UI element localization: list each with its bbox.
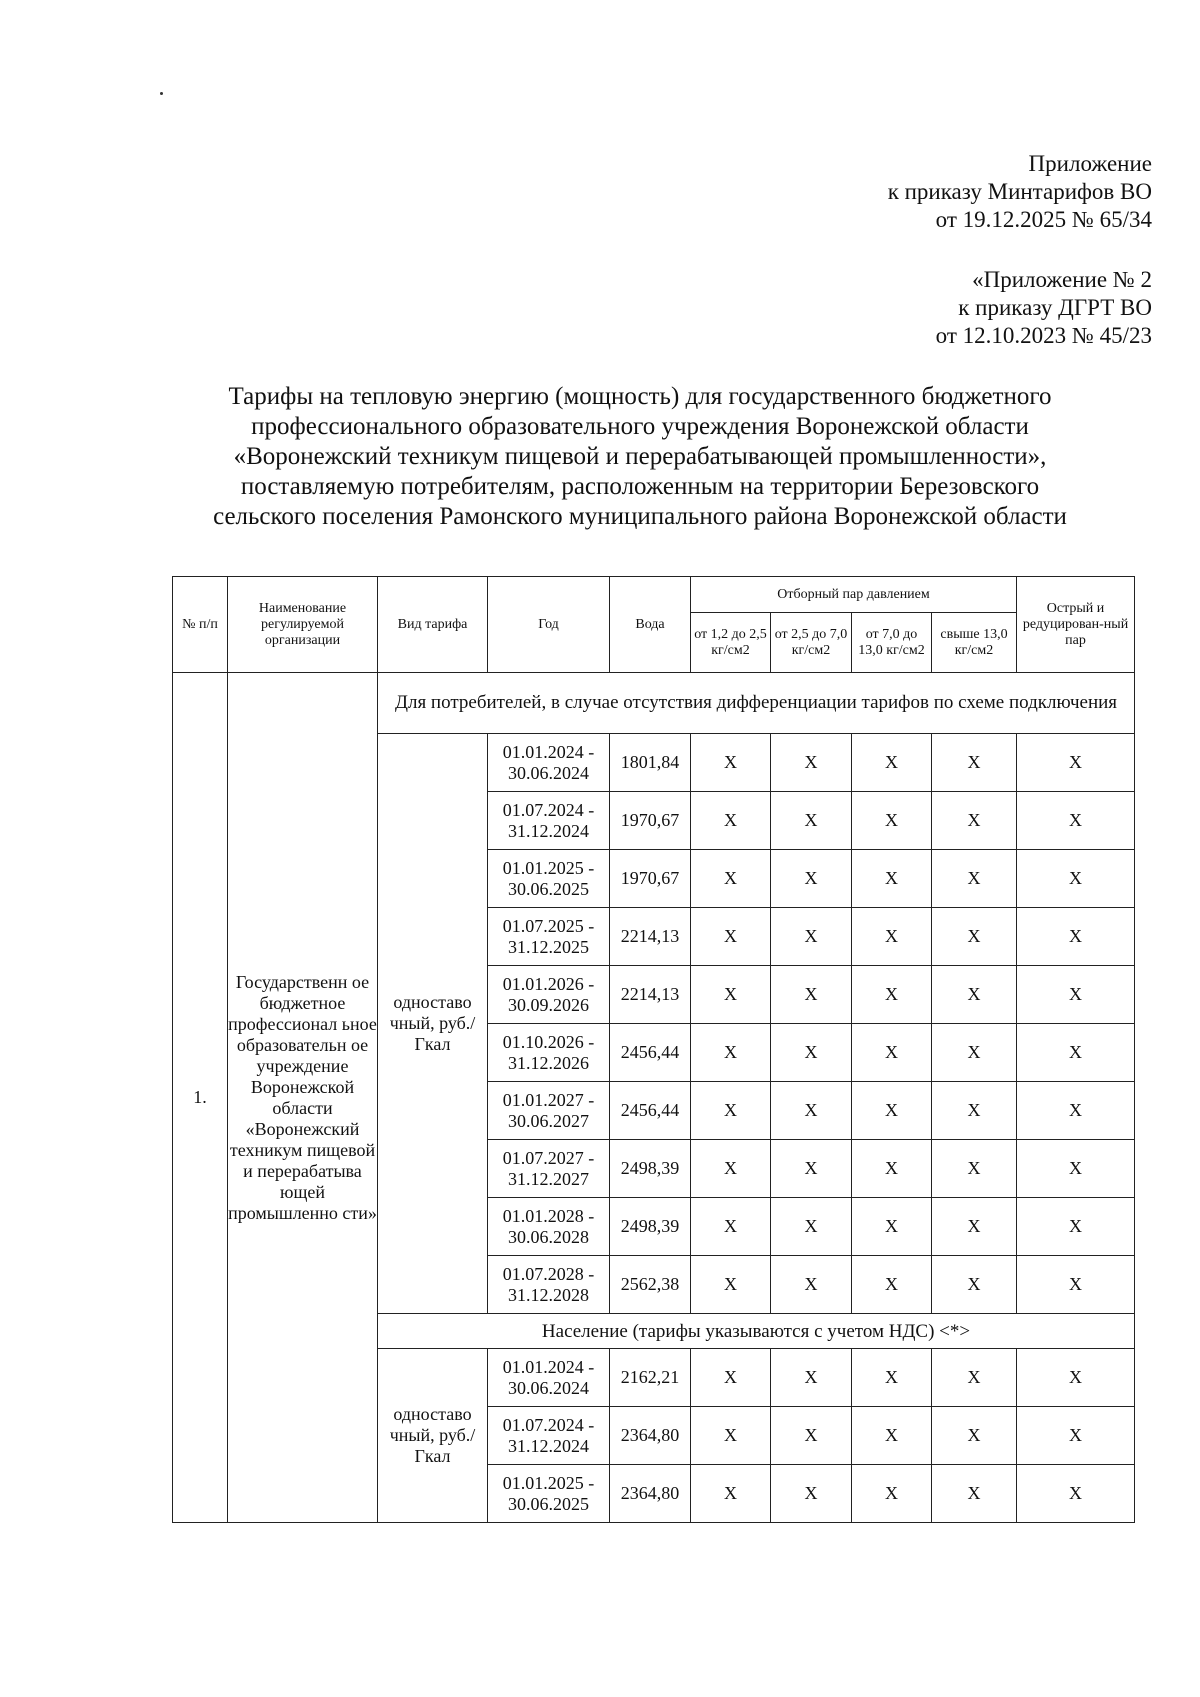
x-cell-p4: X [932, 1256, 1017, 1314]
x-cell-sharp: X [1017, 792, 1135, 850]
x-cell-p4: X [932, 1465, 1017, 1523]
x-cell-p1: X [691, 908, 771, 966]
x-cell-p1: X [691, 734, 771, 792]
x-cell-p1: X [691, 792, 771, 850]
x-cell-p3: X [852, 734, 932, 792]
x-cell-p4: X [932, 908, 1017, 966]
water-value: 2456,44 [610, 1024, 691, 1082]
x-cell-p4: X [932, 1082, 1017, 1140]
x-cell-p3: X [852, 908, 932, 966]
x-cell-sharp: X [1017, 1256, 1135, 1314]
x-cell-p3: X [852, 1349, 932, 1407]
x-cell-p3: X [852, 1256, 932, 1314]
period-cell: 01.07.2024 - 31.12.2024 [488, 1407, 610, 1465]
title-line-5: сельского поселения Рамонского муниципального района Воронежской области [213, 503, 1067, 530]
header-sharp-steam: Острый и редуцирован-ный пар [1017, 577, 1135, 673]
x-cell-p2: X [771, 966, 852, 1024]
water-value: 2498,39 [610, 1140, 691, 1198]
header-pressure-1: от 1,2 до 2,5 кг/см2 [691, 613, 771, 673]
x-cell-sharp: X [1017, 1349, 1135, 1407]
x-cell-p2: X [771, 1465, 852, 1523]
title-line-2: профессионального образовательного учреждения Воронежской области [251, 413, 1029, 440]
period-cell: 01.01.2026 - 30.09.2026 [488, 966, 610, 1024]
header-pressure-3: от 7,0 до 13,0 кг/см2 [852, 613, 932, 673]
x-cell-p1: X [691, 1198, 771, 1256]
x-cell-p2: X [771, 1024, 852, 1082]
period-cell: 01.10.2026 - 31.12.2026 [488, 1024, 610, 1082]
x-cell-sharp: X [1017, 966, 1135, 1024]
header-year: Год [488, 577, 610, 673]
period-cell: 01.07.2027 - 31.12.2027 [488, 1140, 610, 1198]
x-cell-sharp: X [1017, 850, 1135, 908]
x-cell-p3: X [852, 1024, 932, 1082]
period-cell: 01.07.2024 - 31.12.2024 [488, 792, 610, 850]
x-cell-p4: X [932, 792, 1017, 850]
period-cell: 01.07.2028 - 31.12.2028 [488, 1256, 610, 1314]
period-cell: 01.07.2025 - 31.12.2025 [488, 908, 610, 966]
header-tariff-type: Вид тарифа [378, 577, 488, 673]
appendix-line-1: Приложение [1028, 151, 1152, 176]
header-num: № п/п [173, 577, 228, 673]
water-value: 2214,13 [610, 966, 691, 1024]
x-cell-p1: X [691, 966, 771, 1024]
x-cell-sharp: X [1017, 1140, 1135, 1198]
table-body [173, 673, 1135, 1523]
x-cell-p4: X [932, 1140, 1017, 1198]
scan-speck [160, 92, 163, 95]
x-cell-p3: X [852, 1082, 932, 1140]
x-cell-p3: X [852, 1465, 932, 1523]
x-cell-sharp: X [1017, 908, 1135, 966]
x-cell-sharp: X [1017, 1407, 1135, 1465]
x-cell-p4: X [932, 1407, 1017, 1465]
appendix-line-3: от 19.12.2025 № 65/34 [935, 207, 1152, 232]
x-cell-p4: X [932, 1198, 1017, 1256]
row-number: 1. [173, 673, 228, 1523]
water-value: 1970,67 [610, 850, 691, 908]
header-water: Вода [610, 577, 691, 673]
x-cell-sharp: X [1017, 734, 1135, 792]
x-cell-sharp: X [1017, 1198, 1135, 1256]
prev-appendix-line-1: «Приложение № 2 [972, 267, 1152, 292]
title-line-4: поставляемую потребителям, расположенным на территории Березовского [240, 473, 1040, 500]
x-cell-sharp: X [1017, 1024, 1135, 1082]
water-value: 2364,80 [610, 1407, 691, 1465]
water-value: 2162,21 [610, 1349, 691, 1407]
x-cell-p4: X [932, 734, 1017, 792]
header-pressure-2: от 2,5 до 7,0 кг/см2 [771, 613, 852, 673]
prev-appendix-line-3: от 12.10.2023 № 45/23 [935, 323, 1152, 348]
x-cell-p2: X [771, 1140, 852, 1198]
tariff-type: одноставо чный, руб./Гкал [378, 734, 488, 1314]
x-cell-p1: X [691, 850, 771, 908]
x-cell-p2: X [771, 1198, 852, 1256]
x-cell-p2: X [771, 908, 852, 966]
period-cell: 01.01.2027 - 30.06.2027 [488, 1082, 610, 1140]
header-org: Наименование регулируемой организации [228, 577, 378, 673]
x-cell-p1: X [691, 1082, 771, 1140]
water-value: 2456,44 [610, 1082, 691, 1140]
x-cell-p1: X [691, 1407, 771, 1465]
period-cell: 01.01.2024 - 30.06.2024 [488, 734, 610, 792]
x-cell-p4: X [932, 1349, 1017, 1407]
x-cell-p2: X [771, 734, 852, 792]
x-cell-p1: X [691, 1024, 771, 1082]
water-value: 2498,39 [610, 1198, 691, 1256]
x-cell-p2: X [771, 1349, 852, 1407]
x-cell-p1: X [691, 1349, 771, 1407]
x-cell-p2: X [771, 1407, 852, 1465]
appendix-header [888, 150, 1152, 234]
x-cell-p2: X [771, 850, 852, 908]
water-value: 2364,80 [610, 1465, 691, 1523]
x-cell-p4: X [932, 966, 1017, 1024]
water-value: 1970,67 [610, 792, 691, 850]
x-cell-p3: X [852, 850, 932, 908]
water-value: 1801,84 [610, 734, 691, 792]
period-cell: 01.01.2024 - 30.06.2024 [488, 1349, 610, 1407]
x-cell-p4: X [932, 1024, 1017, 1082]
x-cell-p2: X [771, 1082, 852, 1140]
appendix-line-2: к приказу Минтарифов ВО [887, 179, 1152, 204]
water-value: 2214,13 [610, 908, 691, 966]
x-cell-p3: X [852, 1198, 932, 1256]
x-cell-p3: X [852, 1407, 932, 1465]
x-cell-p3: X [852, 1140, 932, 1198]
x-cell-p2: X [771, 1256, 852, 1314]
x-cell-sharp: X [1017, 1082, 1135, 1140]
title-line-3: «Воронежский техникум пищевой и перерабатывающей промышленности», [233, 443, 1047, 470]
x-cell-p3: X [852, 792, 932, 850]
document-title [150, 382, 1130, 532]
period-cell: 01.01.2025 - 30.06.2025 [488, 1465, 610, 1523]
x-cell-p1: X [691, 1465, 771, 1523]
x-cell-p1: X [691, 1256, 771, 1314]
period-cell: 01.01.2028 - 30.06.2028 [488, 1198, 610, 1256]
x-cell-p1: X [691, 1140, 771, 1198]
title-line-1: Тарифы на тепловую энергию (мощность) для государственного бюджетного [228, 383, 1052, 410]
x-cell-p3: X [852, 966, 932, 1024]
tariff-table [172, 576, 1135, 1523]
tariff-type: одноставо чный, руб./Гкал [378, 1349, 488, 1523]
section-2-label: Население (тарифы указываются с учетом НДС) <*> [378, 1314, 1135, 1349]
prev-appendix-line-2: к приказу ДГРТ ВО [958, 295, 1152, 320]
organization-name: Государственн ое бюджетное профессионал ьное образовательн ое учреждение Воронежской области «Воронежский техникум пищевой и перерабатыва ющей промышленно сти» [228, 673, 378, 1523]
header-steam-group: Отборный пар давлением [691, 577, 1017, 613]
header-pressure-4: свыше 13,0 кг/см2 [932, 613, 1017, 673]
water-value: 2562,38 [610, 1256, 691, 1314]
previous-appendix-header [936, 266, 1152, 350]
x-cell-p2: X [771, 792, 852, 850]
section-row [173, 673, 1135, 734]
period-cell: 01.01.2025 - 30.06.2025 [488, 850, 610, 908]
section-1-label: Для потребителей, в случае отсутствия дифференциации тарифов по схеме подключения [378, 673, 1135, 734]
x-cell-sharp: X [1017, 1465, 1135, 1523]
x-cell-p4: X [932, 850, 1017, 908]
